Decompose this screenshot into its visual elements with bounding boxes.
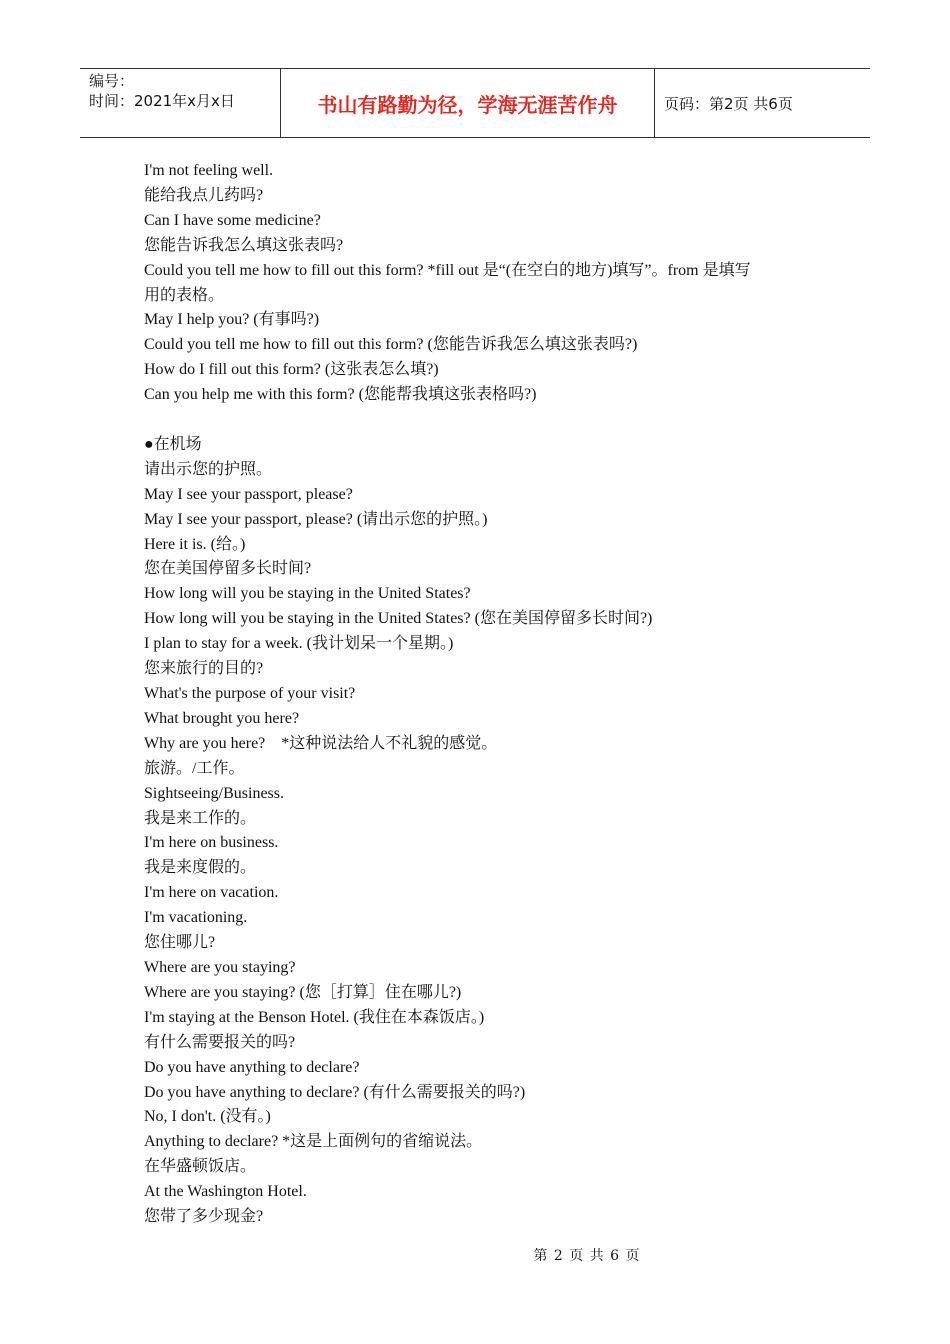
text-line: At the Washington Hotel. <box>144 1183 307 1201</box>
text-line: I'm here on business. <box>144 834 279 852</box>
text-line: I'm here on vacation. <box>144 884 279 902</box>
page-header <box>80 68 870 138</box>
text-line: How long will you be staying in the United States? <box>144 585 471 603</box>
text-line: Where are you staying? <box>144 958 296 976</box>
text-line: 您来旅行的目的? <box>144 660 264 678</box>
text-line: May I help you? (有事吗?) <box>144 311 320 329</box>
text-line: What brought you here? <box>144 709 300 727</box>
text-line: May I see your passport, please? (请出示您的护照。) <box>144 510 488 528</box>
header-page-info: 页码：第2页 共6页 <box>664 94 793 113</box>
text-line: How long will you be staying in the United States? (您在美国停留多长时间?) <box>144 610 653 628</box>
text-line: Where are you staying? (您［打算］住在哪儿?) <box>144 983 462 1001</box>
text-line: Could you tell me how to fill out this form? (您能告诉我怎么填这张表吗?) <box>144 336 638 354</box>
text-line: I'm not feeling well. <box>144 162 274 179</box>
header-motto: 书山有路勤为径，学海无涯苦作舟 <box>281 69 655 137</box>
text-line: ●在机场 <box>144 435 202 453</box>
text-line: 在华盛顿饭店。 <box>144 1158 257 1176</box>
text-line: Sightseeing/Business. <box>144 784 285 802</box>
text-line: Do you have anything to declare? (有什么需要报关的吗?) <box>144 1083 526 1101</box>
text-line: 能给我点儿药吗? <box>144 186 264 204</box>
text-line: I'm staying at the Benson Hotel. (我住在本森饭店。) <box>144 1008 485 1026</box>
text-line: 我是来工作的。 <box>144 809 257 827</box>
time-label: 时间：2021年x月x日 <box>89 92 235 110</box>
text-line: Do you have anything to declare? <box>144 1058 360 1076</box>
text-line: No, I don't. (没有。) <box>144 1108 271 1126</box>
text-line: 您住哪儿? <box>144 934 216 952</box>
text-line: 请出示您的护照。 <box>144 460 273 478</box>
page-footer: 第 2 页 共 6 页 <box>533 1248 641 1264</box>
text-line: 有什么需要报关的吗? <box>144 1033 296 1051</box>
document-body <box>144 159 824 1230</box>
text-line: Here it is. (给。) <box>144 535 246 553</box>
text-line: What's the purpose of your visit? <box>144 685 356 703</box>
text-line: 您能告诉我怎么填这张表吗? <box>144 236 344 254</box>
text-line: May I see your passport, please? <box>144 485 353 503</box>
text-line: 旅游。/工作。 <box>144 759 245 777</box>
text-line: 您带了多少现金? <box>144 1208 264 1226</box>
text-line: Can I have some medicine? <box>144 211 321 229</box>
text-line: How do I fill out this form? (这张表怎么填?) <box>144 361 439 379</box>
text-line: 用的表格。 <box>144 286 225 304</box>
blank-line <box>144 408 824 433</box>
text-line: Could you tell me how to fill out this form? *fill out 是“(在空白的地方)填写”。from 是填写 <box>144 261 751 279</box>
text-line: Why are you here? *这种说法给人不礼貌的感觉。 <box>144 734 498 752</box>
header-left-cell <box>80 69 281 137</box>
text-line: I plan to stay for a week. (我计划呆一个星期。) <box>144 635 454 653</box>
text-line: Anything to declare? *这是上面例句的省缩说法。 <box>144 1133 483 1151</box>
text-line: I'm vacationing. <box>144 909 248 927</box>
text-line: Can you help me with this form? (您能帮我填这张表格吗?) <box>144 386 537 404</box>
text-line: 您在美国停留多长时间? <box>144 560 312 578</box>
text-line: 我是来度假的。 <box>144 859 257 877</box>
serial-label: 编号： <box>89 72 135 90</box>
